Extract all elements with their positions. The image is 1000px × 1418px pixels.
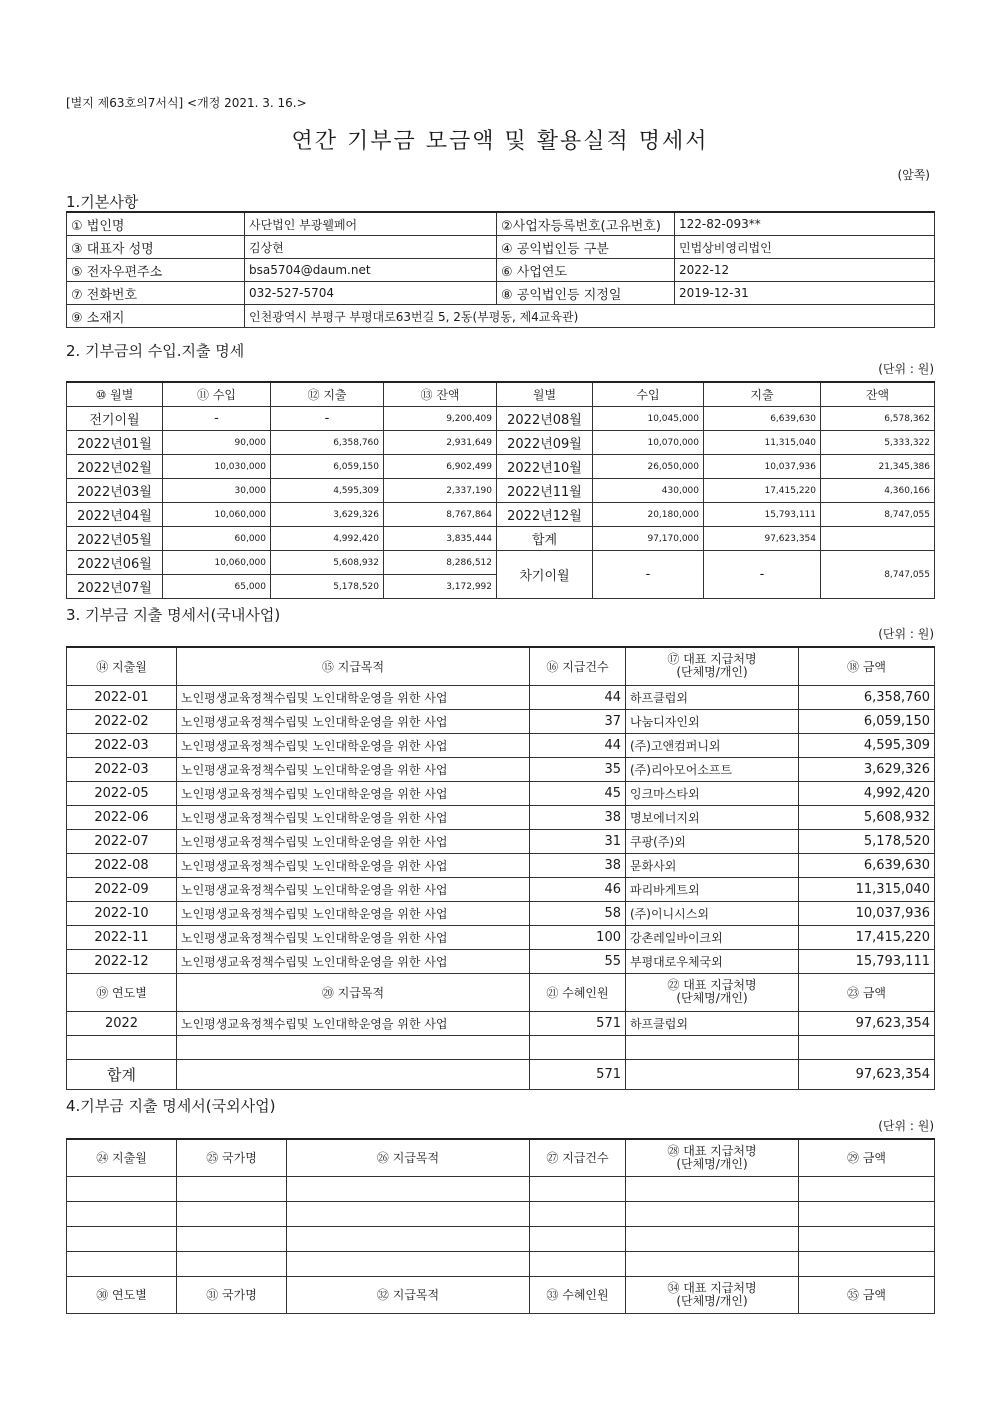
column-header: 월별 xyxy=(497,382,593,407)
balance-cell: 9,200,409 xyxy=(384,407,497,431)
domestic-expense-row xyxy=(67,805,935,829)
balance-cell: 2,931,649 xyxy=(384,431,497,455)
income-cell: 97,170,000 xyxy=(593,527,704,551)
month-cell: 2022-11 xyxy=(67,925,177,949)
basic-info-table xyxy=(66,211,935,328)
amount-cell: 3,629,326 xyxy=(799,757,935,781)
header-payee xyxy=(626,973,799,1011)
income-cell: 60,000 xyxy=(163,527,271,551)
domestic-expense-row xyxy=(67,925,935,949)
count-cell: 31 xyxy=(530,829,626,853)
document-title: 연간 기부금 모금액 및 활용실적 명세서 xyxy=(291,129,709,154)
income-expense-row xyxy=(67,431,935,455)
income-cell: 65,000 xyxy=(163,575,271,599)
payee-cell: 나눔디자인외 xyxy=(626,709,799,733)
purpose-cell: 노인평생교육정책수립및 노인대학운영을 위한 사업 xyxy=(177,685,530,709)
header-payee-line2: (단체명/개인) xyxy=(676,1156,748,1171)
domestic-expense-row xyxy=(67,757,935,781)
payee-cell: (주)이니시스외 xyxy=(626,901,799,925)
purpose-cell: 노인평생교육정책수립및 노인대학운영을 위한 사업 xyxy=(177,709,530,733)
column-header: 지출 xyxy=(704,382,821,407)
header-payee-line2: (단체명/개인) xyxy=(676,1293,748,1308)
month-cell: 2022-03 xyxy=(67,757,177,781)
field-value: 김상현 xyxy=(245,236,497,259)
income-cell: 10,030,000 xyxy=(163,455,271,479)
expense-cell: 6,059,150 xyxy=(271,455,384,479)
income-cell: 90,000 xyxy=(163,431,271,455)
field-label: ⑤ 전자우편주소 xyxy=(67,259,245,282)
purpose-cell: 노인평생교육정책수립및 노인대학운영을 위한 사업 xyxy=(177,781,530,805)
column-header: 잔액 xyxy=(821,382,935,407)
blank-row xyxy=(67,1201,935,1226)
balance-cell: 6,902,499 xyxy=(384,455,497,479)
header-payee-line2: (단체명/개인) xyxy=(676,991,748,1005)
income-cell: 430,000 xyxy=(593,479,704,503)
balance-cell: 21,345,386 xyxy=(821,455,935,479)
header-purpose: ㉜ 지급목적 xyxy=(287,1276,530,1313)
income-cell: 10,060,000 xyxy=(163,551,271,575)
header-month: ⑭ 지출월 xyxy=(67,647,177,685)
income-expense-table xyxy=(66,381,935,599)
amount-cell: 17,415,220 xyxy=(799,925,935,949)
month-cell: 합계 xyxy=(497,527,593,551)
purpose-cell: 노인평생교육정책수립및 노인대학운영을 위한 사업 xyxy=(177,877,530,901)
month-cell: 2022년02월 xyxy=(67,455,163,479)
domestic-expense-header xyxy=(67,647,935,685)
amount-cell: 5,608,932 xyxy=(799,805,935,829)
basic-info-row xyxy=(67,212,935,236)
domestic-expense-row xyxy=(67,901,935,925)
purpose-cell: 노인평생교육정책수립및 노인대학운영을 위한 사업 xyxy=(177,805,530,829)
domestic-expense-row xyxy=(67,781,935,805)
amount-cell: 5,178,520 xyxy=(799,829,935,853)
income-cell: - xyxy=(163,407,271,431)
month-cell: 2022년10월 xyxy=(497,455,593,479)
month-cell: 2022년04월 xyxy=(67,503,163,527)
purpose-cell: 노인평생교육정책수립및 노인대학운영을 위한 사업 xyxy=(177,733,530,757)
basic-info-row xyxy=(67,236,935,259)
header-country: ㉛ 국가명 xyxy=(177,1276,287,1313)
blank-row xyxy=(67,1035,935,1059)
blank-row xyxy=(67,1226,935,1251)
expense-cell: 15,793,111 xyxy=(704,503,821,527)
count-cell: 44 xyxy=(530,685,626,709)
expense-cell: 5,608,932 xyxy=(271,551,384,575)
balance-cell: 6,578,362 xyxy=(821,407,935,431)
purpose-cell: 노인평생교육정책수립및 노인대학운영을 위한 사업 xyxy=(177,925,530,949)
amount-cell: 6,639,630 xyxy=(799,853,935,877)
purpose-cell: 노인평생교육정책수립및 노인대학운영을 위한 사업 xyxy=(177,901,530,925)
income-cell: 20,180,000 xyxy=(593,503,704,527)
header-payee xyxy=(626,1139,799,1176)
month-cell: 2022-12 xyxy=(67,949,177,973)
header-payee-line1: ㉘ 대표 지급처명 xyxy=(667,1143,757,1158)
section-3-heading: 3. 기부금 지출 명세서(국내사업) xyxy=(66,606,281,624)
income-expense-row xyxy=(67,407,935,431)
section-1-heading: 1.기본사항 xyxy=(66,193,139,211)
domestic-expense-row xyxy=(67,685,935,709)
section-4-heading: 4.기부금 지출 명세서(국외사업) xyxy=(66,1097,276,1115)
expense-cell: 5,178,520 xyxy=(271,575,384,599)
header-amount: ⑱ 금액 xyxy=(799,647,935,685)
month-cell: 2022년08월 xyxy=(497,407,593,431)
expense-cell: 3,629,326 xyxy=(271,503,384,527)
field-label: ⑦ 전화번호 xyxy=(67,282,245,305)
month-cell: 2022-10 xyxy=(67,901,177,925)
month-cell: 2022년06월 xyxy=(67,551,163,575)
month-cell: 2022-08 xyxy=(67,853,177,877)
header-country: ㉕ 국가명 xyxy=(177,1139,287,1176)
page-side-note: (앞쪽) xyxy=(897,168,930,182)
income-cell: 26,050,000 xyxy=(593,455,704,479)
header-payee-line1: ㉞ 대표 지급처명 xyxy=(667,1280,757,1295)
count-cell: 38 xyxy=(530,853,626,877)
count-cell: 58 xyxy=(530,901,626,925)
expense-cell: 4,992,420 xyxy=(271,527,384,551)
income-cell: 10,045,000 xyxy=(593,407,704,431)
field-value: 2022-12 xyxy=(675,259,935,282)
total-row xyxy=(67,1059,935,1089)
payee-cell: 잉크마스타외 xyxy=(626,781,799,805)
header-month: ㉔ 지출월 xyxy=(67,1139,177,1176)
month-cell: 2022년03월 xyxy=(67,479,163,503)
purpose-cell: 노인평생교육정책수립및 노인대학운영을 위한 사업 xyxy=(177,1011,530,1035)
count-cell: 37 xyxy=(530,709,626,733)
header-amount: ㉙ 금액 xyxy=(799,1139,935,1176)
purpose-cell: 노인평생교육정책수립및 노인대학운영을 위한 사업 xyxy=(177,757,530,781)
header-count: ㉗ 지급건수 xyxy=(530,1139,626,1176)
column-header: ⑩ 월별 xyxy=(67,382,163,407)
domestic-expense-row xyxy=(67,949,935,973)
payee-cell: 부평대로우체국외 xyxy=(626,949,799,973)
income-expense-header xyxy=(67,382,935,407)
column-header: ⑬ 잔액 xyxy=(384,382,497,407)
field-value: bsa5704@daum.net xyxy=(245,259,497,282)
expense-cell: - xyxy=(271,407,384,431)
field-value: 민법상비영리법인 xyxy=(675,236,935,259)
expense-cell: 17,415,220 xyxy=(704,479,821,503)
amount-cell: 6,358,760 xyxy=(799,685,935,709)
payee-cell: 쿠팡(주)외 xyxy=(626,829,799,853)
address-value: 인천광역시 부평구 부평대로63번길 5, 2동(부평동, 제4교육관) xyxy=(245,305,935,328)
expense-cell: 97,623,354 xyxy=(704,527,821,551)
count-cell: 35 xyxy=(530,757,626,781)
field-value: 032-527-5704 xyxy=(245,282,497,305)
payee-cell: (주)리아모어소프트 xyxy=(626,757,799,781)
header-purpose: ⑳ 지급목적 xyxy=(177,973,530,1011)
unit-label-2: (단위 : 원) xyxy=(878,362,934,376)
month-cell: 2022년01월 xyxy=(67,431,163,455)
payee-cell: 하프클럽외 xyxy=(626,685,799,709)
form-code: [별지 제63호의7서식] <개정 2021. 3. 16.> xyxy=(66,96,307,110)
overseas-yearly-header xyxy=(67,1276,935,1313)
header-payee xyxy=(626,647,799,685)
column-header: ⑫ 지출 xyxy=(271,382,384,407)
expense-cell: 10,037,936 xyxy=(704,455,821,479)
payee-cell: 명보에너지외 xyxy=(626,805,799,829)
month-cell: 2022-03 xyxy=(67,733,177,757)
address-label: ⑨ 소재지 xyxy=(67,305,245,328)
amount-cell: 4,595,309 xyxy=(799,733,935,757)
month-cell: 2022년12월 xyxy=(497,503,593,527)
header-amount: ㉟ 금액 xyxy=(799,1276,935,1313)
year-cell: 2022 xyxy=(67,1011,177,1035)
field-label: ⑥ 사업연도 xyxy=(497,259,675,282)
header-count: ⑯ 지급건수 xyxy=(530,647,626,685)
balance-cell: 3,172,992 xyxy=(384,575,497,599)
expense-cell: 11,315,040 xyxy=(704,431,821,455)
payee-cell: 파리바게트외 xyxy=(626,877,799,901)
balance-cell xyxy=(821,527,935,551)
month-cell: 2022년11월 xyxy=(497,479,593,503)
balance-cell: 8,747,055 xyxy=(821,503,935,527)
field-label: ⑧ 공익법인등 지정일 xyxy=(497,282,675,305)
count-cell: 46 xyxy=(530,877,626,901)
overseas-expense-header xyxy=(67,1139,935,1176)
month-cell: 전기이월 xyxy=(67,407,163,431)
month-cell: 2022년05월 xyxy=(67,527,163,551)
count-cell: 100 xyxy=(530,925,626,949)
month-cell: 2022-02 xyxy=(67,709,177,733)
count-cell: 38 xyxy=(530,805,626,829)
income-cell: 10,060,000 xyxy=(163,503,271,527)
header-year: ⑲ 연도별 xyxy=(67,973,177,1011)
carry-over-expense: - xyxy=(704,551,821,599)
field-value: 사단법인 부광웰페어 xyxy=(245,212,497,236)
expense-cell: 6,639,630 xyxy=(704,407,821,431)
month-cell: 2022-07 xyxy=(67,829,177,853)
purpose-cell: 노인평생교육정책수립및 노인대학운영을 위한 사업 xyxy=(177,829,530,853)
header-payee xyxy=(626,1276,799,1313)
month-cell: 2022년09월 xyxy=(497,431,593,455)
payee-cell: (주)고앤컴퍼니외 xyxy=(626,733,799,757)
amount-cell: 11,315,040 xyxy=(799,877,935,901)
amount-cell: 6,059,150 xyxy=(799,709,935,733)
balance-cell: 8,286,512 xyxy=(384,551,497,575)
balance-cell: 2,337,190 xyxy=(384,479,497,503)
field-label: ① 법인명 xyxy=(67,212,245,236)
income-expense-row xyxy=(67,455,935,479)
basic-info-row xyxy=(67,282,935,305)
address-row xyxy=(67,305,935,328)
balance-cell: 8,767,864 xyxy=(384,503,497,527)
balance-cell: 4,360,166 xyxy=(821,479,935,503)
carry-over-label: 차기이월 xyxy=(497,551,593,599)
header-payee-line1: ㉒ 대표 지급처명 xyxy=(667,978,757,992)
payee-cell: 문화사외 xyxy=(626,853,799,877)
domestic-expense-row xyxy=(67,733,935,757)
month-cell: 2022-01 xyxy=(67,685,177,709)
section-2-heading: 2. 기부금의 수입.지출 명세 xyxy=(66,342,245,360)
field-label: ④ 공익법인등 구분 xyxy=(497,236,675,259)
month-cell: 2022-05 xyxy=(67,781,177,805)
income-cell: 10,070,000 xyxy=(593,431,704,455)
column-header: 수입 xyxy=(593,382,704,407)
income-expense-row xyxy=(67,503,935,527)
field-label: ③ 대표자 성명 xyxy=(67,236,245,259)
header-year: ㉚ 연도별 xyxy=(67,1276,177,1313)
amount-cell: 4,992,420 xyxy=(799,781,935,805)
yearly-expense-row xyxy=(67,1011,935,1035)
yearly-expense-header xyxy=(67,973,935,1011)
count-cell: 55 xyxy=(530,949,626,973)
income-expense-row xyxy=(67,479,935,503)
income-expense-row xyxy=(67,527,935,551)
domestic-expense-row xyxy=(67,709,935,733)
header-purpose: ㉖ 지급목적 xyxy=(287,1139,530,1176)
total-people: 571 xyxy=(530,1059,626,1089)
income-expense-row xyxy=(67,551,935,575)
field-value: 2019-12-31 xyxy=(675,282,935,305)
unit-label-4: (단위 : 원) xyxy=(878,1119,934,1133)
expense-cell: 6,358,760 xyxy=(271,431,384,455)
carry-over-balance: 8,747,055 xyxy=(821,551,935,599)
balance-cell: 5,333,322 xyxy=(821,431,935,455)
field-value: 122-82-093** xyxy=(675,212,935,236)
overseas-expense-table xyxy=(66,1138,935,1314)
total-amount: 97,623,354 xyxy=(799,1059,935,1089)
payee-cell: 하프클럽외 xyxy=(626,1011,799,1035)
amount-cell: 10,037,936 xyxy=(799,901,935,925)
payee-cell: 강촌레일바이크외 xyxy=(626,925,799,949)
carry-over-income: - xyxy=(593,551,704,599)
people-cell: 571 xyxy=(530,1011,626,1035)
header-purpose: ⑮ 지급목적 xyxy=(177,647,530,685)
header-people: ㉝ 수혜인원 xyxy=(530,1276,626,1313)
domestic-expense-table xyxy=(66,646,935,1090)
purpose-cell: 노인평생교육정책수립및 노인대학운영을 위한 사업 xyxy=(177,853,530,877)
header-people: ㉑ 수혜인원 xyxy=(530,973,626,1011)
purpose-cell: 노인평생교육정책수립및 노인대학운영을 위한 사업 xyxy=(177,949,530,973)
expense-cell: 4,595,309 xyxy=(271,479,384,503)
amount-cell: 97,623,354 xyxy=(799,1011,935,1035)
income-cell: 30,000 xyxy=(163,479,271,503)
unit-label-3: (단위 : 원) xyxy=(878,627,934,641)
column-header: ⑪ 수입 xyxy=(163,382,271,407)
month-cell: 2022-09 xyxy=(67,877,177,901)
blank-row xyxy=(67,1251,935,1276)
month-cell: 2022년07월 xyxy=(67,575,163,599)
domestic-expense-row xyxy=(67,829,935,853)
domestic-expense-row xyxy=(67,853,935,877)
count-cell: 45 xyxy=(530,781,626,805)
header-payee-line2: (단체명/개인) xyxy=(676,665,748,680)
count-cell: 44 xyxy=(530,733,626,757)
blank-row xyxy=(67,1176,935,1201)
header-payee-line1: ⑰ 대표 지급처명 xyxy=(667,652,757,667)
header-amount: ㉓ 금액 xyxy=(799,973,935,1011)
amount-cell: 15,793,111 xyxy=(799,949,935,973)
domestic-expense-row xyxy=(67,877,935,901)
balance-cell: 3,835,444 xyxy=(384,527,497,551)
total-label: 합계 xyxy=(67,1059,177,1089)
basic-info-row xyxy=(67,259,935,282)
month-cell: 2022-06 xyxy=(67,805,177,829)
field-label: ②사업자등록번호(고유번호) xyxy=(497,212,675,236)
